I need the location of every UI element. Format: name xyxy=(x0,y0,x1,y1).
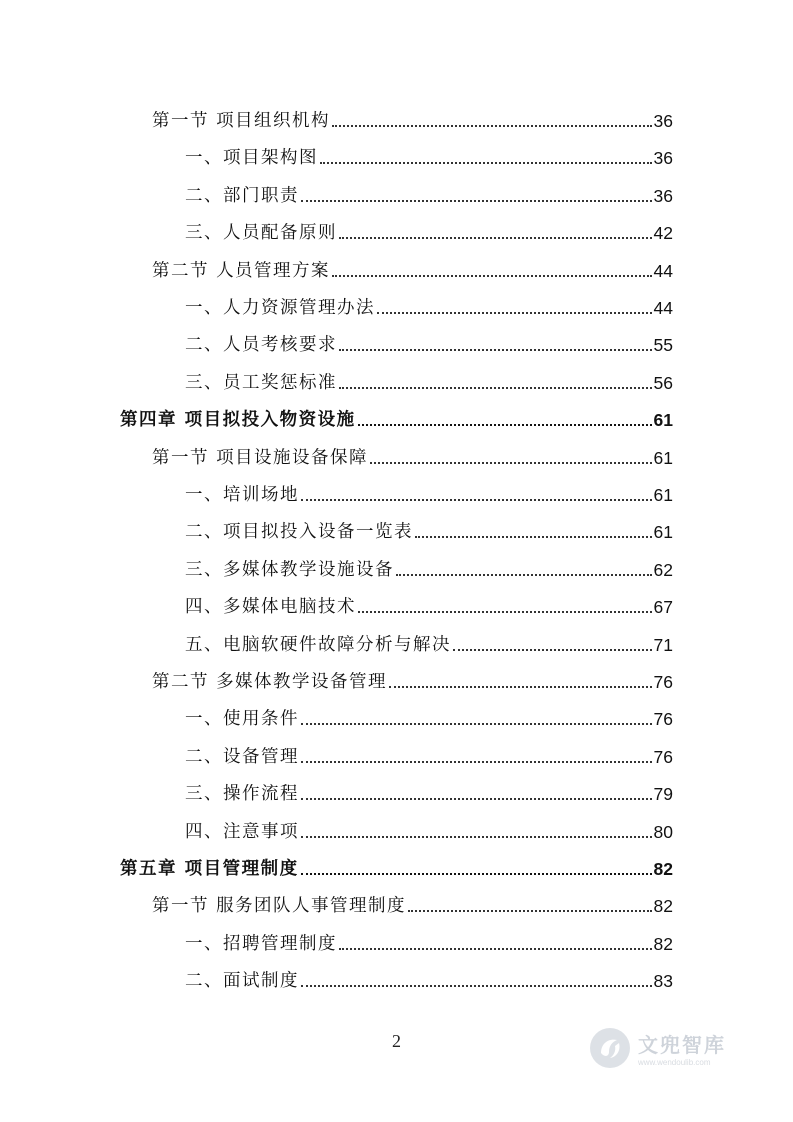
toc-entry-page: 61 xyxy=(653,447,673,468)
dot-leader xyxy=(408,910,651,912)
toc-entry-item[interactable] xyxy=(185,779,673,805)
dot-leader xyxy=(301,873,652,875)
toc-entry-item[interactable] xyxy=(185,480,673,506)
toc-entry-page: 82 xyxy=(653,933,673,954)
dot-leader xyxy=(377,312,652,314)
watermark-url: www.wendoulib.com xyxy=(638,1058,711,1067)
dot-leader xyxy=(453,649,652,651)
toc-entry-title: 四、注意事项 xyxy=(185,821,299,842)
toc-entry-title: 二、设备管理 xyxy=(185,746,299,767)
dot-leader xyxy=(301,200,652,202)
dot-leader xyxy=(332,125,651,127)
toc-entry-chapter[interactable] xyxy=(120,405,673,431)
toc-entry-page: 82 xyxy=(653,859,673,879)
toc-entry-section[interactable] xyxy=(152,256,673,282)
toc-entry-title: 三、人员配备原则 xyxy=(185,223,337,244)
dot-leader xyxy=(339,948,652,950)
toc-entry-page: 82 xyxy=(653,896,673,917)
toc-entry-title: 一、人力资源管理办法 xyxy=(185,298,375,318)
toc-entry-item[interactable] xyxy=(185,293,673,319)
toc-entry-page: 62 xyxy=(653,559,673,580)
toc-entry-page: 56 xyxy=(653,372,673,393)
toc-entry-item[interactable] xyxy=(185,592,673,618)
dot-leader xyxy=(301,761,652,763)
toc-entry-section[interactable] xyxy=(152,891,673,917)
toc-entry-title: 二、面试制度 xyxy=(185,971,299,992)
toc-entry-page: 83 xyxy=(653,971,673,992)
toc-entry-item[interactable] xyxy=(185,218,673,244)
toc-entry-title: 第二节 人员管理方案 xyxy=(152,260,331,281)
toc-entry-page: 61 xyxy=(653,485,673,505)
toc-entry-page: 79 xyxy=(653,784,673,805)
toc-entry-item[interactable] xyxy=(185,817,673,843)
dot-leader xyxy=(332,275,651,277)
toc-entry-title: 一、招聘管理制度 xyxy=(185,933,337,954)
dot-leader xyxy=(301,798,652,800)
toc-entry-item[interactable] xyxy=(185,181,673,207)
dot-leader xyxy=(396,574,652,576)
dot-leader xyxy=(415,536,652,538)
toc-entry-page: 71 xyxy=(653,634,673,655)
toc-entry-title: 第二节 多媒体教学设备管理 xyxy=(152,672,388,692)
toc-entry-title: 一、项目架构图 xyxy=(185,148,318,169)
toc-entry-item[interactable] xyxy=(185,704,673,730)
dot-leader xyxy=(301,836,652,838)
toc-entry-page: 61 xyxy=(653,522,673,543)
toc-entry-page: 55 xyxy=(653,335,673,356)
toc-entry-chapter[interactable] xyxy=(120,854,673,880)
toc-entry-page: 36 xyxy=(653,148,673,169)
toc-entry-title: 五、电脑软硬件故障分析与解决 xyxy=(185,634,451,655)
wendou-logo-icon xyxy=(588,1026,632,1070)
dot-leader xyxy=(301,723,652,725)
toc-entry-page: 36 xyxy=(653,185,673,206)
toc-entry-item[interactable] xyxy=(185,330,673,356)
toc-entry-title: 四、多媒体电脑技术 xyxy=(185,597,356,618)
toc-entry-page: 36 xyxy=(653,111,673,131)
toc-entry-title: 二、项目拟投入设备一览表 xyxy=(185,522,413,543)
toc-entry-item[interactable] xyxy=(185,555,673,581)
toc-entry-title: 第一节 服务团队人事管理制度 xyxy=(152,896,407,917)
toc-entry-page: 76 xyxy=(653,746,673,767)
toc-entry-page: 61 xyxy=(653,410,673,431)
toc-entry-title: 三、操作流程 xyxy=(185,784,299,805)
dot-leader xyxy=(339,349,652,351)
toc-entry-page: 44 xyxy=(653,298,673,318)
toc-entry-title: 第五章 项目管理制度 xyxy=(120,859,299,879)
toc-entry-title: 三、员工奖惩标准 xyxy=(185,372,337,393)
toc-entry-section[interactable] xyxy=(152,667,673,693)
toc-entry-title: 二、部门职责 xyxy=(185,185,299,206)
toc-entry-title: 一、使用条件 xyxy=(185,709,299,730)
toc-entry-section[interactable] xyxy=(152,443,673,469)
dot-leader xyxy=(339,387,652,389)
dot-leader xyxy=(370,462,651,464)
toc-entry-item[interactable] xyxy=(185,368,673,394)
toc-entry-page: 76 xyxy=(653,672,673,692)
dot-leader xyxy=(358,611,652,613)
toc-entry-page: 76 xyxy=(653,709,673,730)
toc-entry-title: 二、人员考核要求 xyxy=(185,335,337,356)
toc-entry-page: 44 xyxy=(653,260,673,281)
toc-entry-page: 42 xyxy=(653,223,673,244)
dot-leader xyxy=(339,237,652,239)
dot-leader xyxy=(301,985,652,987)
toc-entry-item[interactable] xyxy=(185,742,673,768)
toc-entry-title: 一、培训场地 xyxy=(185,485,299,505)
toc-entry-item[interactable] xyxy=(185,143,673,169)
watermark-name: 文兜智库 xyxy=(638,1033,726,1057)
toc-entry-page: 80 xyxy=(653,821,673,842)
toc-entry-title: 第四章 项目拟投入物资设施 xyxy=(120,410,356,431)
toc-entry-item[interactable] xyxy=(185,966,673,992)
toc-entry-title: 第一节 项目组织机构 xyxy=(152,111,331,131)
toc-entry-item[interactable] xyxy=(185,630,673,656)
dot-leader xyxy=(358,424,652,426)
dot-leader xyxy=(320,162,652,164)
toc-entry-title: 三、多媒体教学设施设备 xyxy=(185,559,394,580)
page-number: 2 xyxy=(392,1031,401,1051)
dot-leader xyxy=(389,686,651,688)
dot-leader xyxy=(301,499,652,501)
toc-entry-page: 67 xyxy=(653,597,673,618)
toc-entry-section[interactable] xyxy=(152,106,673,132)
toc-entry-item[interactable] xyxy=(185,929,673,955)
toc-entry-item[interactable] xyxy=(185,517,673,543)
watermark xyxy=(588,1022,758,1074)
toc-entry-title: 第一节 项目设施设备保障 xyxy=(152,447,369,468)
